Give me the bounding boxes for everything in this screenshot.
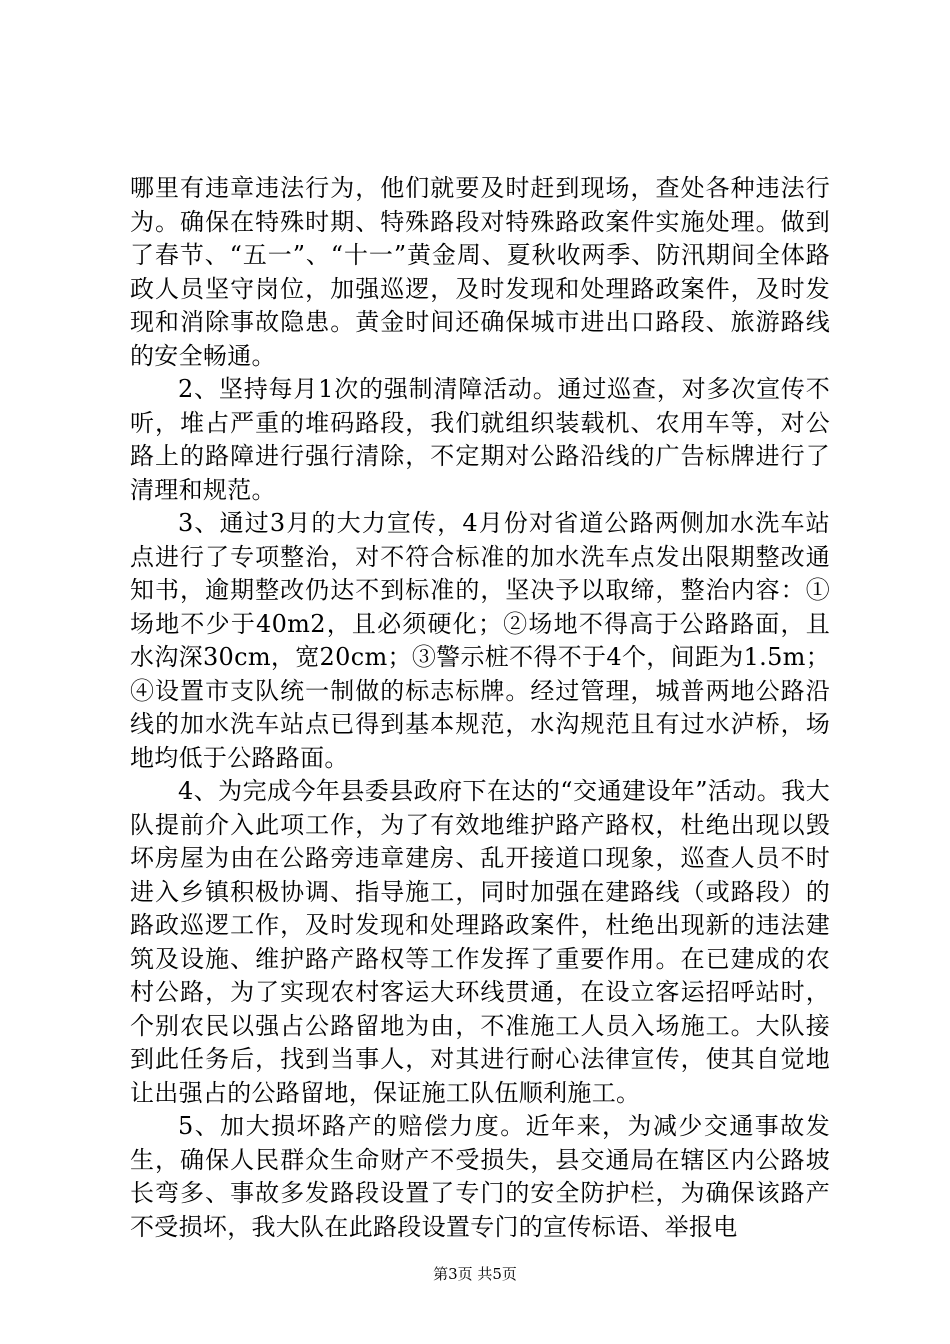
paragraph-item-2: 2、坚持每月1次的强制清障活动。通过巡查，对多次宣传不听，堆占严重的堆码路段，我们就组织装载机、农用车等，对公路上的路障进行强行清除，不定期对公路沿线的广告标牌进行了清理和规范。 — [130, 375, 830, 504]
document-body — [130, 172, 830, 1244]
page-number: 第3页 共5页 — [433, 1265, 517, 1283]
page-footer — [0, 1264, 950, 1284]
paragraph-item-4: 4、为完成今年县委县政府下在达的“交通建设年”活动。我大队提前介入此项工作，为了有效地维护路产路权，杜绝出现以毁坏房屋为由在公路旁违章建房、乱开接道口现象，巡查人员不时进入乡镇积极协调、指导施工，同时加强在建路线（或路段）的路政巡逻工作，及时发现和处理路政案件，杜绝出现新的违法建筑及设施、维护路产路权等工作发挥了重要作用。在已建成的农村公路，为了实现农村客运大环线贯通，在设立客运招呼站时，个别农民以强占公路留地为由，不准施工人员入场施工。大队接到此任务后，找到当事人，对其进行耐心法律宣传，使其自觉地让出强占的公路留地，保证施工队伍顺利施工。 — [130, 777, 830, 1107]
paragraph-item-5: 5、加大损坏路产的赔偿力度。近年来，为减少交通事故发生，确保人民群众生命财产不受损失，县交通局在辖区内公路坡长弯多、事故多发路段设置了专门的安全防护栏，为确保该路产不受损坏，我大队在此路段设置专门的宣传标语、举报电 — [130, 1112, 830, 1241]
paragraph-item-3: 3、通过3月的大力宣传，4月份对省道公路两侧加水洗车站点进行了专项整治，对不符合标准的加水洗车点发出限期整改通知书，逾期整改仍达不到标准的，坚决予以取缔，整治内容：①场地不少于40m2，且必须硬化；②场地不得高于公路路面，且水沟深30cm，宽20cm；③警示桩不得不于4个，间距为1.5m；④设置市支队统一制做的标志标牌。经过管理，城普两地公路沿线的加水洗车站点已得到基本规范，水沟规范且有过水泸桥，场地均低于公路路面。 — [130, 509, 830, 772]
paragraph-continuation: 哪里有违章违法行为，他们就要及时赶到现场，查处各种违法行为。确保在特殊时期、特殊路段对特殊路政案件实施处理。做到了春节、“五一”、“十一”黄金周、夏秋收两季、防汛期间全体路政人员坚守岗位，加强巡逻，及时发现和处理路政案件，及时发现和消除事故隐患。黄金时间还确保城市进出口路段、旅游路线的安全畅通。 — [130, 174, 830, 370]
